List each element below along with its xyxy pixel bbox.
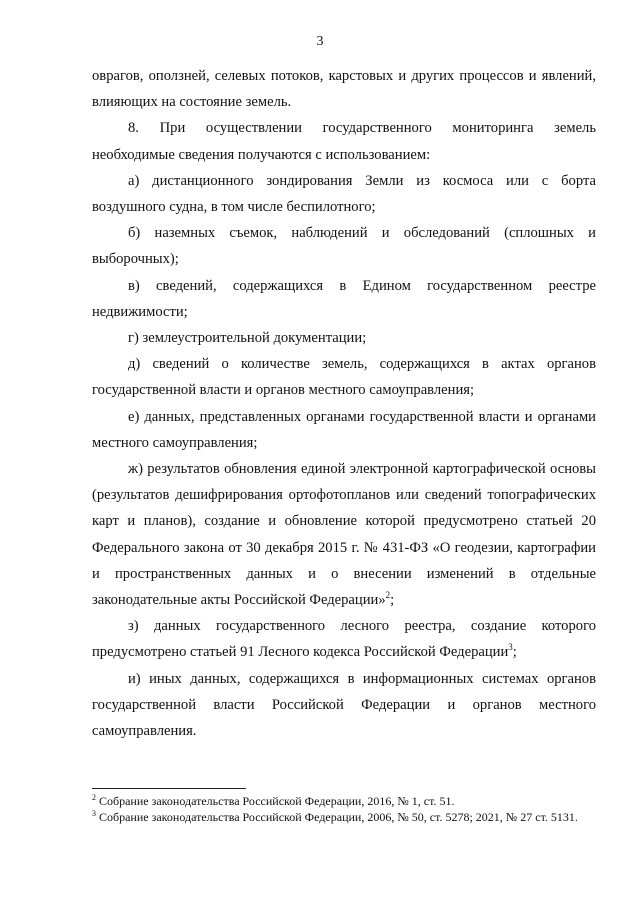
footnotes [92,794,596,825]
list-item-zh [92,456,596,613]
paragraph-end: ; [390,592,395,609]
list-item-d [92,351,596,403]
paragraph-text: е) данных, представленных органами государственной власти и органами местного самоуправления; [92,408,596,451]
paragraph-text: б) наземных съемок, наблюдений и обследований (сплошных и выборочных); [92,225,596,268]
paragraph-text: а) дистанционного зондирования Земли из космоса или с борта воздушного судна, в том числе беспилотного; [92,172,596,216]
page-number: 3 [316,34,324,49]
paragraph-text: и) иных данных, содержащихся в информационных системах органов государственной власти Российской Федерации и органов местного самоуправления. [92,670,596,740]
paragraph-text: з) данных государственного лесного реестра, создание которого предусмотрено статьей 91 Лесного кодекса Российской Федерации [92,618,596,661]
footnote-ref-3[interactable]: 3 [508,642,513,653]
footnote-3 [92,810,596,826]
paragraph-item-8 [92,115,596,167]
footnote-separator [92,788,246,789]
paragraph-text: д) сведений о количестве земель, содержащихся в актах органов государственной власти и органов местного самоуправления; [92,356,596,399]
footnote-mark: 3 [92,808,96,818]
paragraph-text: г) землеустроительной документации; [128,330,367,347]
paragraph-text: в) сведений, содержащихся в Едином государственном реестре недвижимости; [92,277,596,320]
list-item-g [92,325,596,351]
list-item-z [92,613,596,665]
paragraph-intro [92,63,596,115]
list-item-b [92,220,596,272]
footnote-ref-2[interactable]: 2 [385,590,391,601]
paragraph-text: ж) результатов обновления единой электронной картографической основы (результатов дешифрирования ортофотопланов или сведений топографических карт и планов), создание и обновление которой предусмотрено статьей 20 Федерального закона от 30 декабря 2015 г. № 431-ФЗ «О геодезии, картографии и пространственных данных и о внесении изменений в отдельные законодательные акты Российской Федерации» [92,461,596,609]
footnote-2 [92,794,596,810]
list-item-e [92,404,596,456]
document-body [92,63,596,744]
list-item-a [92,168,596,220]
paragraph-end: ; [512,644,517,661]
footnote-text: Собрание законодательства Российской Федерации, 2006, № 50, ст. 5278; 2021, № 27 ст. 5131. [96,809,578,824]
footnote-mark: 2 [92,793,96,802]
list-item-i [92,666,596,745]
paragraph-text: 8. При осуществлении государственного мониторинга земель необходимые сведения получаются с использованием: [92,120,596,163]
paragraph-text: оврагов, оползней, селевых потоков, карстовых и других процессов и явлений, влияющих на состояние земель. [92,68,596,111]
footnote-text: Собрание законодательства Российской Федерации, 2016, № 1, ст. 51. [96,794,455,808]
list-item-v [92,273,596,325]
